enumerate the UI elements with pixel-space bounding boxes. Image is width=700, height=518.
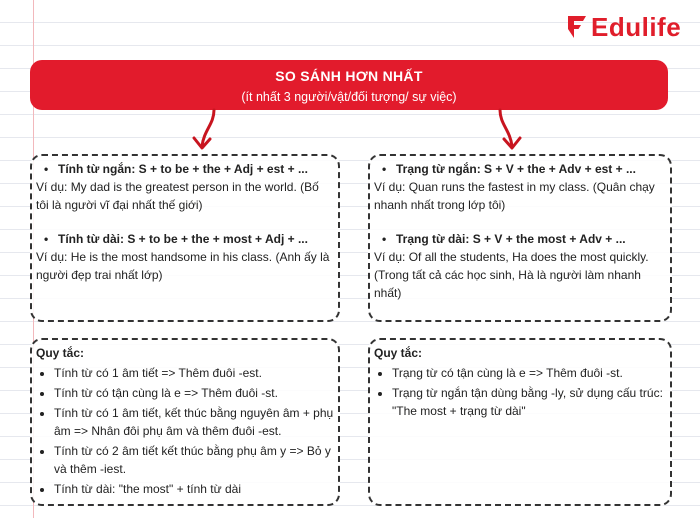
adjective-rules-list xyxy=(36,364,334,498)
adjective-short-formula: • Tính từ ngắn: S + to be + the + Adj + est + ... xyxy=(36,160,334,178)
adjective-rules-box xyxy=(30,338,340,506)
list-item: • Tính từ có 2 âm tiết kết thúc bằng phụ âm y => Bỏ y và thêm -iest. xyxy=(54,442,334,478)
list-item: • Trạng từ ngắn tận dùng bằng -ly, sử dụng cấu trúc: "The most + trạng từ dài" xyxy=(392,384,666,420)
list-item: • Tính từ có tận cùng là e => Thêm đuôi -st. xyxy=(54,384,334,402)
banner-title: SO SÁNH HƠN NHẤT xyxy=(275,68,423,84)
list-item: • Tính từ có 1 âm tiết, kết thúc bằng nguyên âm + phụ âm => Nhân đôi phụ âm và thêm đuôi -est. xyxy=(54,404,334,440)
adjectives-formula-box xyxy=(30,154,340,322)
adverb-short-formula: • Trạng từ ngắn: S + V + the + Adv + est + ... xyxy=(374,160,666,178)
adjective-short-example: Ví dụ: My dad is the greatest person in the world. (Bố tôi là người vĩ đại nhất thế giới) xyxy=(36,180,319,212)
arrow-down-right-icon xyxy=(486,108,530,152)
adverb-long-formula: • Trạng từ dài: S + V + the most + Adv + ... xyxy=(374,230,666,248)
adjective-long-example: Ví dụ: He is the most handsome in his class. (Anh ấy là người đẹp trai nhất lớp) xyxy=(36,250,330,282)
list-item: • Trạng từ có tận cùng là e => Thêm đuôi -st. xyxy=(392,364,666,382)
title-banner xyxy=(30,60,668,110)
adverbs-formula-box xyxy=(368,154,672,322)
list-item: • Tính từ dài: "the most" + tính từ dài xyxy=(54,480,334,498)
adjective-long-formula: • Tính từ dài: S + to be + the + most + Adj + ... xyxy=(36,230,334,248)
adjective-rules-title: Quy tắc: xyxy=(36,346,85,360)
adverb-long-example: Ví dụ: Of all the students, Ha does the most quickly. (Trong tất cả các học sinh, Hà là người làm nhanh nhất) xyxy=(374,250,649,300)
adverb-short-example: Ví dụ: Quan runs the fastest in my class. (Quân chạy nhanh nhất trong lớp tôi) xyxy=(374,180,655,212)
banner-subtitle: (ít nhất 3 người/vật/đối tượng/ sự việc) xyxy=(241,90,457,104)
adverb-rules-list xyxy=(374,364,666,420)
adverb-rules-title: Quy tắc: xyxy=(374,346,423,360)
brand-name: Edulife xyxy=(591,12,682,42)
list-item: • Tính từ có 1 âm tiết => Thêm đuôi -est. xyxy=(54,364,334,382)
adverb-rules-box xyxy=(368,338,672,506)
edulife-logo-icon xyxy=(566,14,588,40)
arrow-down-left-icon xyxy=(184,108,228,152)
brand-logo xyxy=(566,14,681,40)
